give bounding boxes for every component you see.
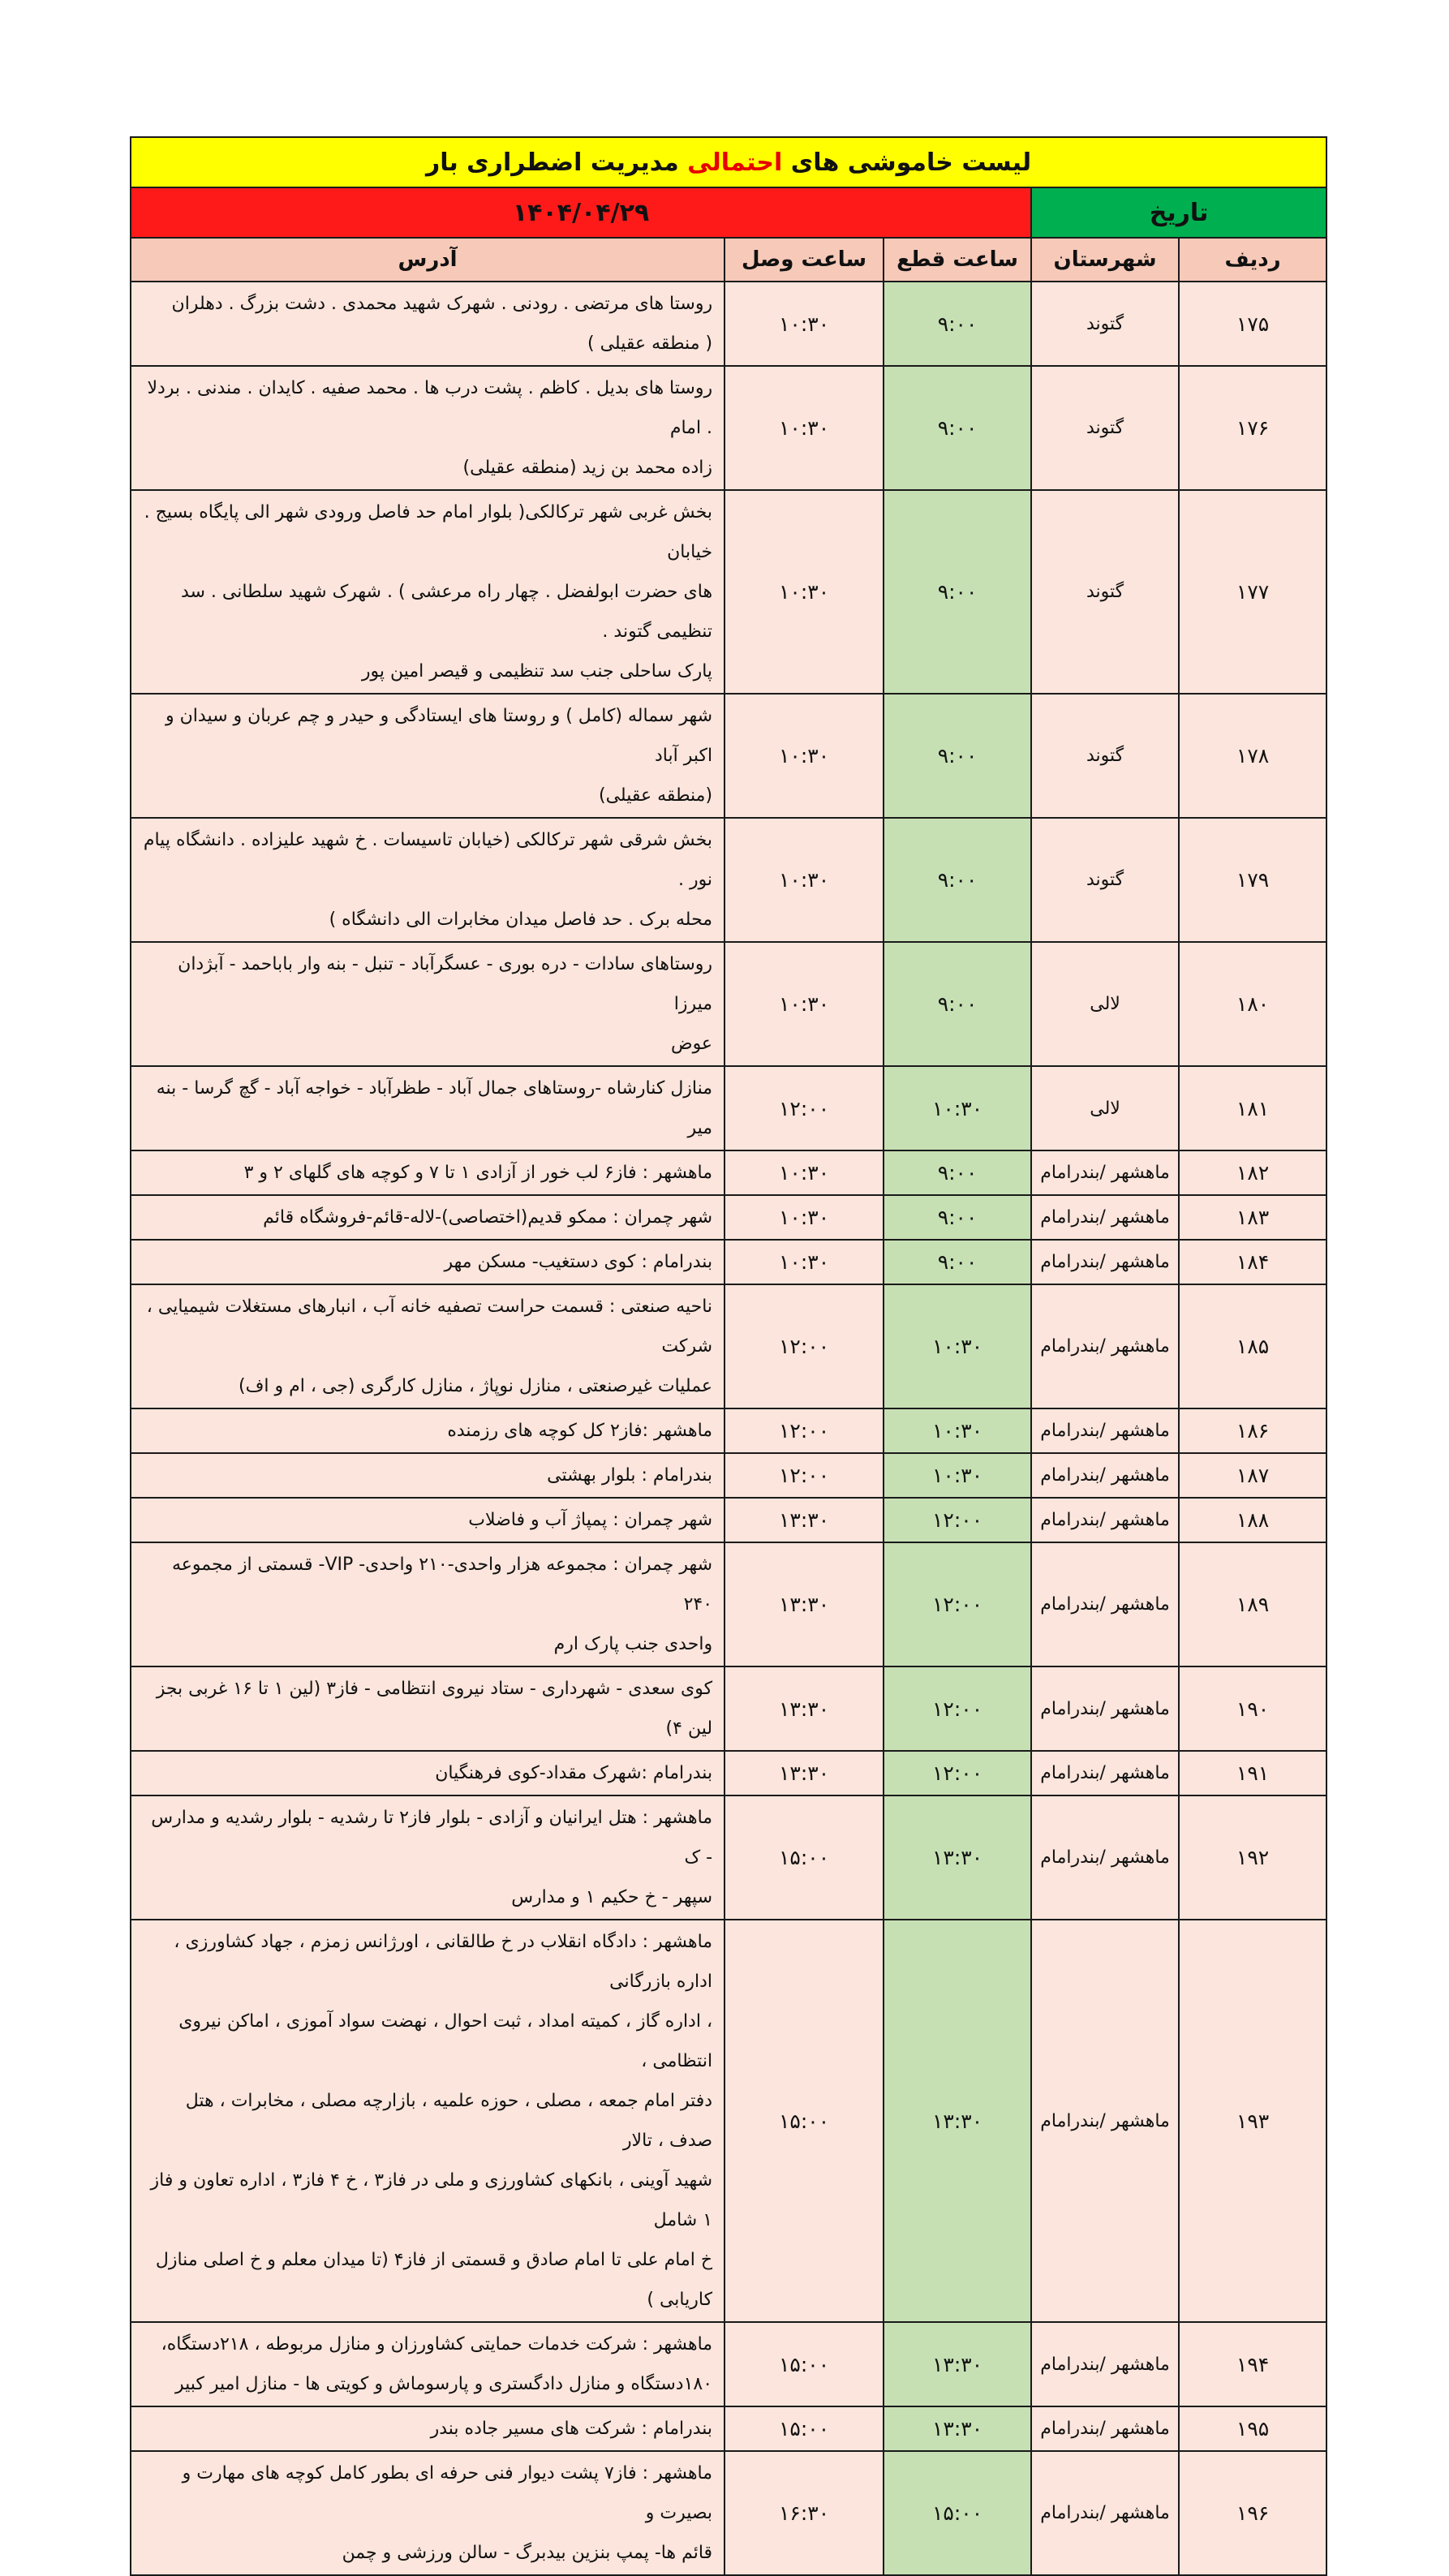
cut-time-cell: ۱۳:۳۰	[884, 2322, 1031, 2406]
address-cell: شهر چمران : ممکو قدیم(اختصاصی)-لاله-قائم-فروشگاه قائم	[131, 1195, 724, 1240]
county-cell: لالی	[1031, 942, 1179, 1066]
table-row	[131, 1408, 1326, 1453]
table-row	[131, 1542, 1326, 1666]
county-cell: ماهشهر /بندرامام	[1031, 1751, 1179, 1795]
address-cell: ماهشهر : هتل ایرانیان و آزادی - بلوار فاز۲ تا رشدیه - بلوار رشدیه و مدارس - ک سپهر - خ حکیم ۱ و مدارس	[131, 1795, 724, 1920]
row-number: ۱۷۵	[1179, 282, 1326, 366]
connect-time-cell: ۱۵:۰۰	[724, 1795, 884, 1920]
row-number: ۱۷۷	[1179, 490, 1326, 694]
connect-time-cell: ۱۲:۰۰	[724, 1408, 884, 1453]
connect-time-cell: ۱۰:۳۰	[724, 818, 884, 942]
county-cell: ماهشهر /بندرامام	[1031, 2451, 1179, 2575]
address-cell: منازل کنارشاه -روستاهای جمال آباد - طظرآباد - خواجه آباد - گچ گرسا - بنه میر	[131, 1066, 724, 1150]
county-cell: ماهشهر /بندرامام	[1031, 1240, 1179, 1284]
connect-time-cell: ۱۲:۰۰	[724, 1066, 884, 1150]
connect-time-cell: ۱۰:۳۰	[724, 942, 884, 1066]
table-body	[131, 282, 1326, 2575]
address-cell: بخش شرقی شهر ترکالکی (خیابان تاسیسات . خ شهید علیزاده . دانشگاه پیام نور . محله برک . حد فاصل میدان مخابرات الی دانشگاه )	[131, 818, 724, 942]
table-row	[131, 694, 1326, 818]
row-number: ۱۹۲	[1179, 1795, 1326, 1920]
row-number: ۱۷۸	[1179, 694, 1326, 818]
address-cell: ماهشهر : فاز۷ پشت دیوار فنی حرفه ای بطور کامل کوچه های مهارت و بصیرت و قائم ها- پمپ بنزین بیدبرگ - سالن ورزشی و چمن	[131, 2451, 724, 2575]
address-cell: ماهشهر :فاز۲ کل کوچه های رزمنده	[131, 1408, 724, 1453]
table-row	[131, 1240, 1326, 1284]
table-row	[131, 490, 1326, 694]
connect-time-cell: ۱۳:۳۰	[724, 1751, 884, 1795]
connect-time-cell: ۱۳:۳۰	[724, 1542, 884, 1666]
column-header-row	[131, 238, 1326, 282]
county-cell: ماهشهر /بندرامام	[1031, 1795, 1179, 1920]
county-cell: گتوند	[1031, 366, 1179, 490]
address-cell: ماهشهر : دادگاه انقلاب در خ طالقانی ، اورژانس زمزم ، جهاد کشاورزی ، اداره بازرگانی ، اداره گاز ، کمیته امداد ، ثبت احوال ، نهضت سواد آموزی ، اماکن نیروی انتظامی ، دفتر امام جمعه ، مصلی ، حوزه علمیه ، بازارچه مصلی ، مخابرات ، هتل صدف ، تالار شهید آوینی ، بانکهای کشاورزی و ملی در فاز۳ ، خ ۴ فاز۳ ، اداره تعاون و فاز ۱ شامل خ امام علی تا امام صادق و قسمتی از فاز۴ (تا میدان معلم و خ اصلی منازل کاریابی )	[131, 1920, 724, 2322]
cut-time-cell: ۱۰:۳۰	[884, 1066, 1031, 1150]
row-number: ۱۸۱	[1179, 1066, 1326, 1150]
county-cell: ماهشهر /بندرامام	[1031, 1453, 1179, 1498]
county-cell: گتوند	[1031, 818, 1179, 942]
date-value: ۱۴۰۴/۰۴/۲۹	[131, 187, 1031, 238]
cut-time-cell: ۱۳:۳۰	[884, 1920, 1031, 2322]
county-cell: ماهشهر /بندرامام	[1031, 1195, 1179, 1240]
table-row	[131, 1150, 1326, 1195]
row-number: ۱۹۶	[1179, 2451, 1326, 2575]
cut-time-cell: ۱۰:۳۰	[884, 1453, 1031, 1498]
connect-time-cell: ۱۰:۳۰	[724, 1240, 884, 1284]
table-row	[131, 1795, 1326, 1920]
row-number: ۱۹۱	[1179, 1751, 1326, 1795]
cut-time-cell: ۱۲:۰۰	[884, 1498, 1031, 1542]
county-cell: ماهشهر /بندرامام	[1031, 2322, 1179, 2406]
row-number: ۱۷۶	[1179, 366, 1326, 490]
cut-time-cell: ۱۳:۳۰	[884, 1795, 1031, 1920]
county-cell: گتوند	[1031, 490, 1179, 694]
cut-time-cell: ۱۲:۰۰	[884, 1751, 1031, 1795]
row-number: ۱۹۰	[1179, 1666, 1326, 1751]
table-row	[131, 1453, 1326, 1498]
connect-time-cell: ۱۶:۳۰	[724, 2451, 884, 2575]
table-row	[131, 942, 1326, 1066]
county-cell: ماهشهر /بندرامام	[1031, 1150, 1179, 1195]
outage-schedule-sheet	[130, 136, 1326, 2576]
table-row	[131, 2451, 1326, 2575]
table-row	[131, 1751, 1326, 1795]
title-part-1: لیست خاموشی های	[790, 148, 1032, 177]
county-cell: لالی	[1031, 1066, 1179, 1150]
col-header-connect-time: ساعت وصل	[724, 238, 884, 282]
row-number: ۱۷۹	[1179, 818, 1326, 942]
row-number: ۱۸۹	[1179, 1542, 1326, 1666]
connect-time-cell: ۱۰:۳۰	[724, 1150, 884, 1195]
row-number: ۱۸۴	[1179, 1240, 1326, 1284]
address-cell: کوی سعدی - شهرداری - ستاد نیروی انتظامی - فاز۳ (لین ۱ تا ۱۶ غربی بجز لین ۴)	[131, 1666, 724, 1751]
connect-time-cell: ۱۵:۰۰	[724, 2406, 884, 2451]
connect-time-cell: ۱۵:۰۰	[724, 2322, 884, 2406]
address-cell: ماهشهر : فاز۶ لب خور از آزادی ۱ تا ۷ و کوچه های گلهای ۲ و ۳	[131, 1150, 724, 1195]
cut-time-cell: ۱۲:۰۰	[884, 1666, 1031, 1751]
cut-time-cell: ۹:۰۰	[884, 282, 1031, 366]
table-row	[131, 1498, 1326, 1542]
connect-time-cell: ۱۰:۳۰	[724, 490, 884, 694]
address-cell: ماهشهر : شرکت خدمات حمایتی کشاورزان و منازل مربوطه ، ۲۱۸دستگاه، ۱۸۰دستگاه و منازل دادگستری و پارسوماش و کویتی ها - منازل امیر کبیر	[131, 2322, 724, 2406]
cut-time-cell: ۹:۰۰	[884, 1195, 1031, 1240]
address-cell: شهر سماله (کامل ) و روستا های ایستادگی و حیدر و چم عربان و سیدان و اکبر آباد (منطقه عقیلی)	[131, 694, 724, 818]
title-accent: احتمالی	[687, 148, 783, 177]
cut-time-cell: ۹:۰۰	[884, 1240, 1031, 1284]
connect-time-cell: ۱۲:۰۰	[724, 1453, 884, 1498]
county-cell: ماهشهر /بندرامام	[1031, 1542, 1179, 1666]
cut-time-cell: ۹:۰۰	[884, 1150, 1031, 1195]
cut-time-cell: ۹:۰۰	[884, 490, 1031, 694]
cut-time-cell: ۹:۰۰	[884, 694, 1031, 818]
row-number: ۱۸۲	[1179, 1150, 1326, 1195]
date-label: تاریخ	[1031, 187, 1326, 238]
table-row	[131, 2322, 1326, 2406]
col-header-county: شهرستان	[1031, 238, 1179, 282]
connect-time-cell: ۱۰:۳۰	[724, 1195, 884, 1240]
connect-time-cell: ۱۰:۳۰	[724, 694, 884, 818]
address-cell: بندرامام : کوی دستغیب- مسکن مهر	[131, 1240, 724, 1284]
table-row	[131, 282, 1326, 366]
address-cell: شهر چمران : پمپاژ آب و فاضلاب	[131, 1498, 724, 1542]
col-header-row-number: ردیف	[1179, 238, 1326, 282]
address-cell: شهر چمران : مجموعه هزار واحدی-۲۱۰ واحدی- VIP- قسمتی از مجموعه ۲۴۰ واحدی جنب پارک ارم	[131, 1542, 724, 1666]
cut-time-cell: ۹:۰۰	[884, 942, 1031, 1066]
county-cell: ماهشهر /بندرامام	[1031, 1284, 1179, 1408]
cut-time-cell: ۱۵:۰۰	[884, 2451, 1031, 2575]
table-row	[131, 1066, 1326, 1150]
row-number: ۱۸۷	[1179, 1453, 1326, 1498]
title-row	[131, 137, 1326, 187]
address-cell: روستا های بدیل . کاظم . پشت درب ها . محمد صفیه . کایدان . مندنی . بردلا . امام زاده محمد بن زید (منطقه عقیلی)	[131, 366, 724, 490]
row-number: ۱۹۵	[1179, 2406, 1326, 2451]
cut-time-cell: ۱۰:۳۰	[884, 1284, 1031, 1408]
county-cell: ماهشهر /بندرامام	[1031, 1666, 1179, 1751]
address-cell: بندرامام :شهرک مقداد-کوی فرهنگیان	[131, 1751, 724, 1795]
address-cell: بندرامام : بلوار بهشتی	[131, 1453, 724, 1498]
connect-time-cell: ۱۰:۳۰	[724, 282, 884, 366]
cut-time-cell: ۱۰:۳۰	[884, 1408, 1031, 1453]
county-cell: ماهشهر /بندرامام	[1031, 1408, 1179, 1453]
cut-time-cell: ۱۲:۰۰	[884, 1542, 1031, 1666]
table-row	[131, 1920, 1326, 2322]
row-number: ۱۹۳	[1179, 1920, 1326, 2322]
table-row	[131, 366, 1326, 490]
connect-time-cell: ۱۲:۰۰	[724, 1284, 884, 1408]
col-header-cut-time: ساعت قطع	[884, 238, 1031, 282]
connect-time-cell: ۱۳:۳۰	[724, 1666, 884, 1751]
row-number: ۱۸۰	[1179, 942, 1326, 1066]
page-title	[131, 137, 1326, 187]
address-cell: روستا های مرتضی . رودنی . شهرک شهید محمدی . دشت بزرگ . دهلران ( منطقه عقیلی )	[131, 282, 724, 366]
outage-table	[130, 136, 1327, 2576]
row-number: ۱۸۸	[1179, 1498, 1326, 1542]
table-row	[131, 818, 1326, 942]
table-row	[131, 1284, 1326, 1408]
table-row	[131, 2406, 1326, 2451]
row-number: ۱۸۳	[1179, 1195, 1326, 1240]
address-cell: ناحیه صنعتی : قسمت حراست تصفیه خانه آب ، انبارهای مستغلات شیمیایی ، شرکت عملیات غیرصنعتی ، منازل نوپاژ ، منازل کارگری (جی ، ام و اف)	[131, 1284, 724, 1408]
cut-time-cell: ۹:۰۰	[884, 366, 1031, 490]
table-row	[131, 1195, 1326, 1240]
county-cell: گتوند	[1031, 694, 1179, 818]
county-cell: ماهشهر /بندرامام	[1031, 1498, 1179, 1542]
county-cell: ماهشهر /بندرامام	[1031, 2406, 1179, 2451]
address-cell: روستاهای سادات - دره بوری - عسگرآباد - تنبل - بنه وار باباحمد - آبژدان میرزا عوض	[131, 942, 724, 1066]
cut-time-cell: ۱۳:۳۰	[884, 2406, 1031, 2451]
date-row	[131, 187, 1326, 238]
title-part-2: مدیریت اضطراری بار	[425, 148, 679, 177]
row-number: ۱۸۶	[1179, 1408, 1326, 1453]
county-cell: گتوند	[1031, 282, 1179, 366]
row-number: ۱۹۴	[1179, 2322, 1326, 2406]
county-cell: ماهشهر /بندرامام	[1031, 1920, 1179, 2322]
row-number: ۱۸۵	[1179, 1284, 1326, 1408]
address-cell: بخش غربی شهر ترکالکی( بلوار امام حد فاصل ورودی شهر الی پایگاه بسیج . خیابان های حضرت ابولفضل . چهار راه مرعشی ) . شهرک شهید سلطانی . سد تنظیمی گتوند . پارک ساحلی جنب سد تنظیمی و قیصر امین پور	[131, 490, 724, 694]
cut-time-cell: ۹:۰۰	[884, 818, 1031, 942]
connect-time-cell: ۱۳:۳۰	[724, 1498, 884, 1542]
connect-time-cell: ۱۵:۰۰	[724, 1920, 884, 2322]
address-cell: بندرامام : شرکت های مسیر جاده بندر	[131, 2406, 724, 2451]
col-header-address: آدرس	[131, 238, 724, 282]
connect-time-cell: ۱۰:۳۰	[724, 366, 884, 490]
table-row	[131, 1666, 1326, 1751]
